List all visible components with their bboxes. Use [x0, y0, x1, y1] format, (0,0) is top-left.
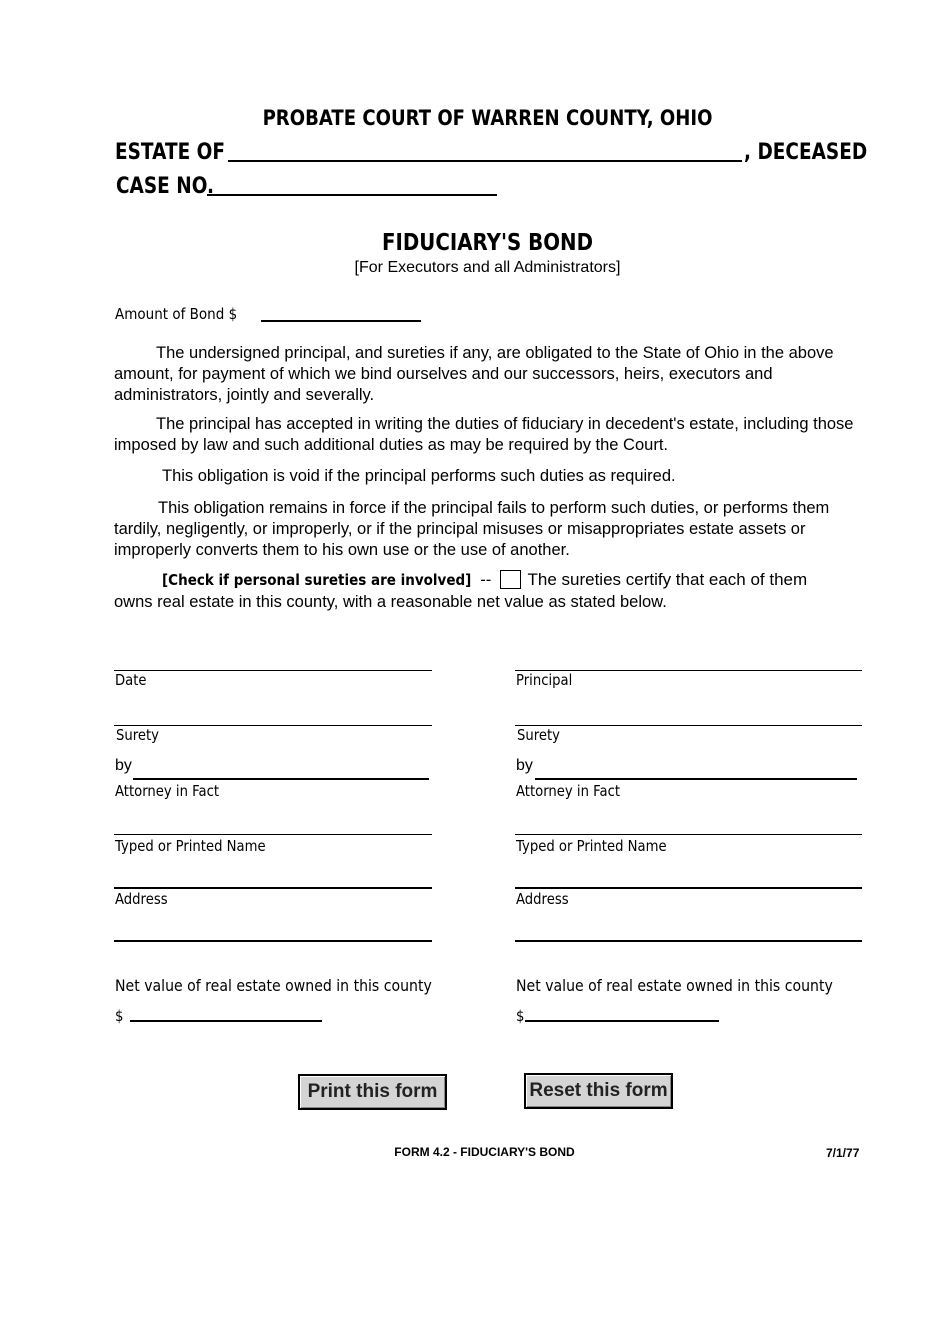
surety-certify-text-2: owns real estate in this county, with a reasonable net value as stated below. — [114, 593, 667, 611]
left-address-label: Address — [115, 890, 168, 908]
print-form-button[interactable]: Print this form — [298, 1074, 447, 1110]
principal-label: Principal — [516, 671, 573, 689]
amount-field[interactable] — [261, 320, 421, 322]
surety-certify-text: The sureties certify that each of them — [527, 570, 808, 589]
right-typed-name-line[interactable] — [515, 834, 862, 835]
amount-label: Amount of Bond $ — [115, 305, 238, 323]
right-address-label: Address — [516, 890, 569, 908]
left-net-value-field[interactable] — [130, 1020, 322, 1022]
case-number-field[interactable] — [207, 194, 497, 196]
left-attorney-line[interactable] — [133, 778, 429, 780]
right-net-value-field[interactable] — [525, 1020, 719, 1022]
paragraph-void: This obligation is void if the principal performs such duties as required. — [162, 467, 676, 485]
right-attorney-line[interactable] — [535, 778, 857, 780]
left-attorney-label: Attorney in Fact — [115, 782, 220, 800]
right-address-line-2[interactable] — [515, 940, 862, 942]
deceased-label: , DECEASED — [744, 140, 868, 165]
right-net-value-label: Net value of real estate owned in this county — [516, 976, 833, 995]
estate-label: ESTATE OF — [115, 140, 225, 165]
surety-check-label: [Check if personal sureties are involved] — [162, 571, 472, 589]
left-dollar-sign: $ — [115, 1007, 124, 1025]
personal-sureties-checkbox[interactable] — [500, 570, 521, 589]
right-typed-name-label: Typed or Printed Name — [516, 837, 667, 855]
form-title: FIDUCIARY'S BOND — [381, 230, 594, 256]
date-label: Date — [115, 671, 147, 689]
paragraph-duties: The principal has accepted in writing the duties of fiduciary in decedent's estate, including those imposed by law and such additional duties as may be required by the Court. — [114, 415, 854, 454]
right-by-label: by — [516, 757, 533, 774]
paragraph-obligation: The undersigned principal, and sureties if any, are obligated to the State of Ohio in the above amount, for payment of which we bind ourselves and our successors, heirs, executors and administrators, jointly and severally. — [114, 344, 834, 404]
left-net-value-label: Net value of real estate owned in this county — [115, 976, 432, 995]
left-address-line[interactable] — [114, 887, 432, 889]
left-surety-label: Surety — [116, 726, 159, 744]
surety-check-line: [Check if personal sureties are involved] -- The sureties certify that each of them — [162, 570, 808, 589]
right-address-line[interactable] — [515, 887, 862, 889]
left-by-label: by — [115, 757, 132, 774]
case-label: CASE NO. — [116, 174, 215, 199]
form-footer-date: 7/1/77 — [826, 1146, 860, 1160]
left-typed-name-line[interactable] — [114, 834, 432, 835]
reset-form-button[interactable]: Reset this form — [524, 1073, 673, 1109]
form-subtitle: [For Executors and all Administrators] — [354, 259, 621, 276]
court-title: PROBATE COURT OF WARREN COUNTY, OHIO — [262, 106, 713, 130]
right-attorney-label: Attorney in Fact — [516, 782, 621, 800]
left-address-line-2[interactable] — [114, 940, 432, 942]
estate-name-field[interactable] — [228, 160, 742, 162]
right-surety-label: Surety — [517, 726, 560, 744]
right-dollar-sign: $ — [516, 1007, 525, 1025]
date-line[interactable] — [114, 670, 432, 671]
form-footer-id: FORM 4.2 - FIDUCIARY'S BOND — [394, 1145, 575, 1159]
left-typed-name-label: Typed or Printed Name — [115, 837, 266, 855]
left-surety-line[interactable] — [114, 725, 432, 726]
right-surety-line[interactable] — [515, 725, 862, 726]
paragraph-force: This obligation remains in force if the principal fails to perform such duties, or performs them tardily, negligently, or improperly, or if the principal misuses or misappropriates estate assets or improperly converts them to his own use or the use of another. — [114, 499, 830, 559]
